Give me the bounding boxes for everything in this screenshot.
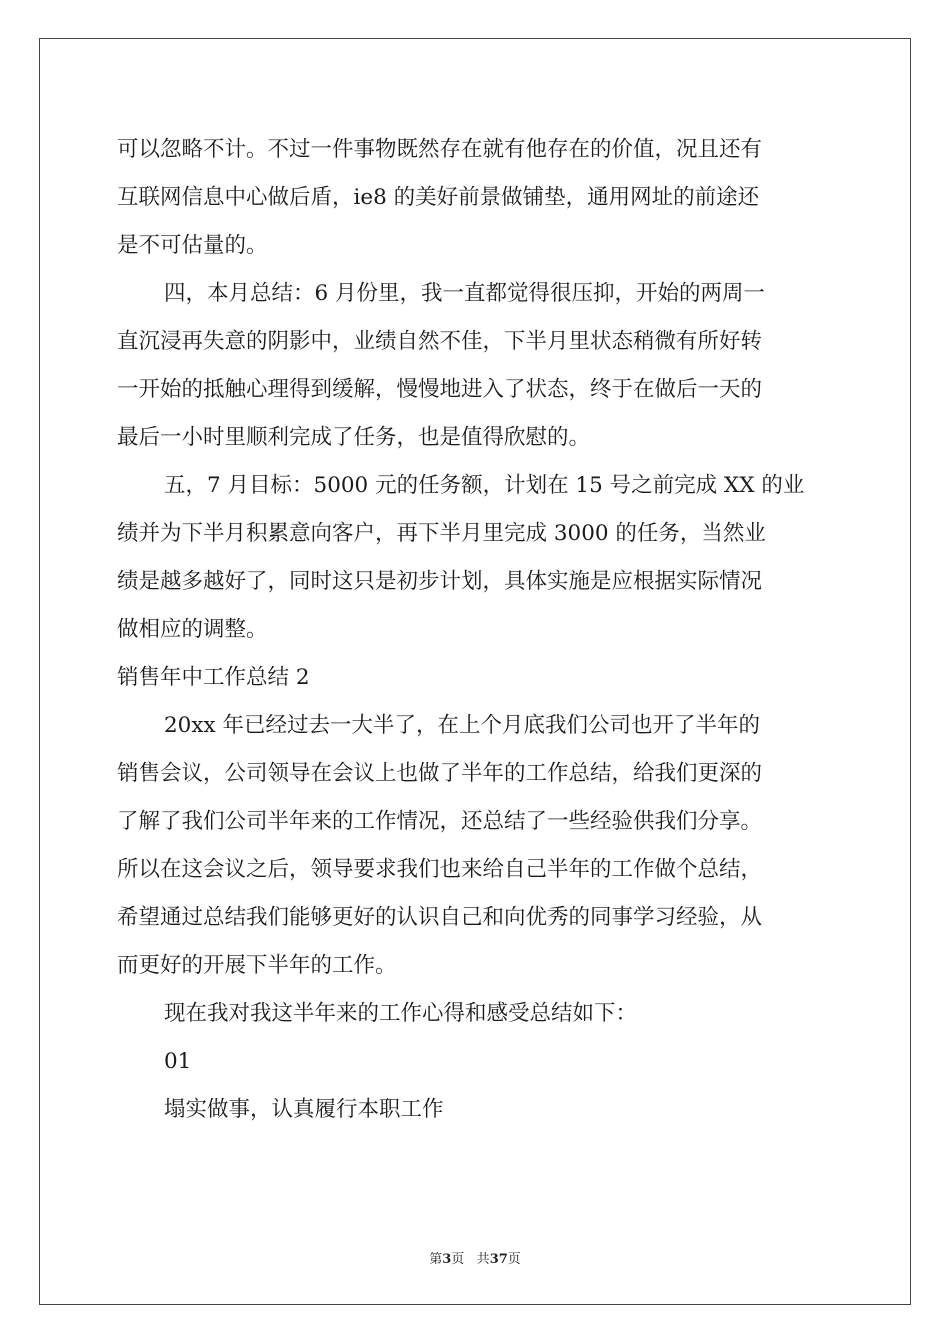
text-line: 绩是越多越好了，同时这只是初步计划，具体实施是应根据实际情况 — [117, 569, 763, 594]
total-label: 共 — [476, 1252, 490, 1267]
page-unit: 页 — [451, 1252, 465, 1267]
document-body — [117, 126, 833, 1134]
text-line: 是不可估量的。 — [117, 233, 268, 258]
text-line: 互联网信息中心做后盾，ie8 的美好前景做铺垫，通用网址的前途还 — [117, 185, 760, 210]
text-line: 直沉浸再失意的阴影中，业绩自然不佳，下半月里状态稍微有所好转 — [117, 329, 763, 354]
text-line: 销售会议，公司领导在会议上也做了半年的工作总结，给我们更深的 — [117, 761, 763, 786]
item-number: 01 — [164, 1049, 192, 1074]
text-line: 了解了我们公司半年来的工作情况，还总结了一些经验供我们分享。 — [117, 809, 763, 834]
text-line: 做相应的调整。 — [117, 617, 268, 642]
text-line: 而更好的开展下半年的工作。 — [117, 953, 397, 978]
total-unit: 页 — [507, 1252, 521, 1267]
total-pages: 37 — [489, 1252, 508, 1267]
text-line: 绩并为下半月积累意向客户，再下半月里完成 3000 的任务，当然业 — [117, 521, 766, 546]
paragraph-start-line: 四，本月总结：6 月份里，我一直都觉得很压抑，开始的两周一 — [164, 281, 766, 306]
paragraph-start-line: 五，7 月目标：5000 元的任务额，计划在 15 号之前完成 XX 的业 — [164, 473, 805, 498]
text-line: 所以在这会议之后，领导要求我们也来给自己半年的工作做个总结， — [117, 857, 763, 882]
page-number: 3 — [442, 1252, 452, 1267]
page-label: 第 — [429, 1252, 443, 1267]
paragraph-start-line: 现在我对我这半年来的工作心得和感受总结如下： — [164, 1001, 638, 1026]
text-line: 希望通过总结我们能够更好的认识自己和向优秀的同事学习经验，从 — [117, 905, 763, 930]
section-heading: 销售年中工作总结 2 — [117, 665, 310, 690]
page-footer — [0, 1248, 950, 1267]
text-line: 可以忽略不计。不过一件事物既然存在就有他存在的价值，况且还有 — [117, 137, 763, 162]
item-heading: 塌实做事，认真履行本职工作 — [164, 1097, 444, 1122]
text-line: 一开始的抵触心理得到缓解，慢慢地进入了状态，终于在做后一天的 — [117, 377, 763, 402]
paragraph-start-line: 20xx 年已经过去一大半了，在上个月底我们公司也开了半年的 — [164, 713, 760, 738]
text-line: 最后一小时里顺利完成了任务，也是值得欣慰的。 — [117, 425, 591, 450]
